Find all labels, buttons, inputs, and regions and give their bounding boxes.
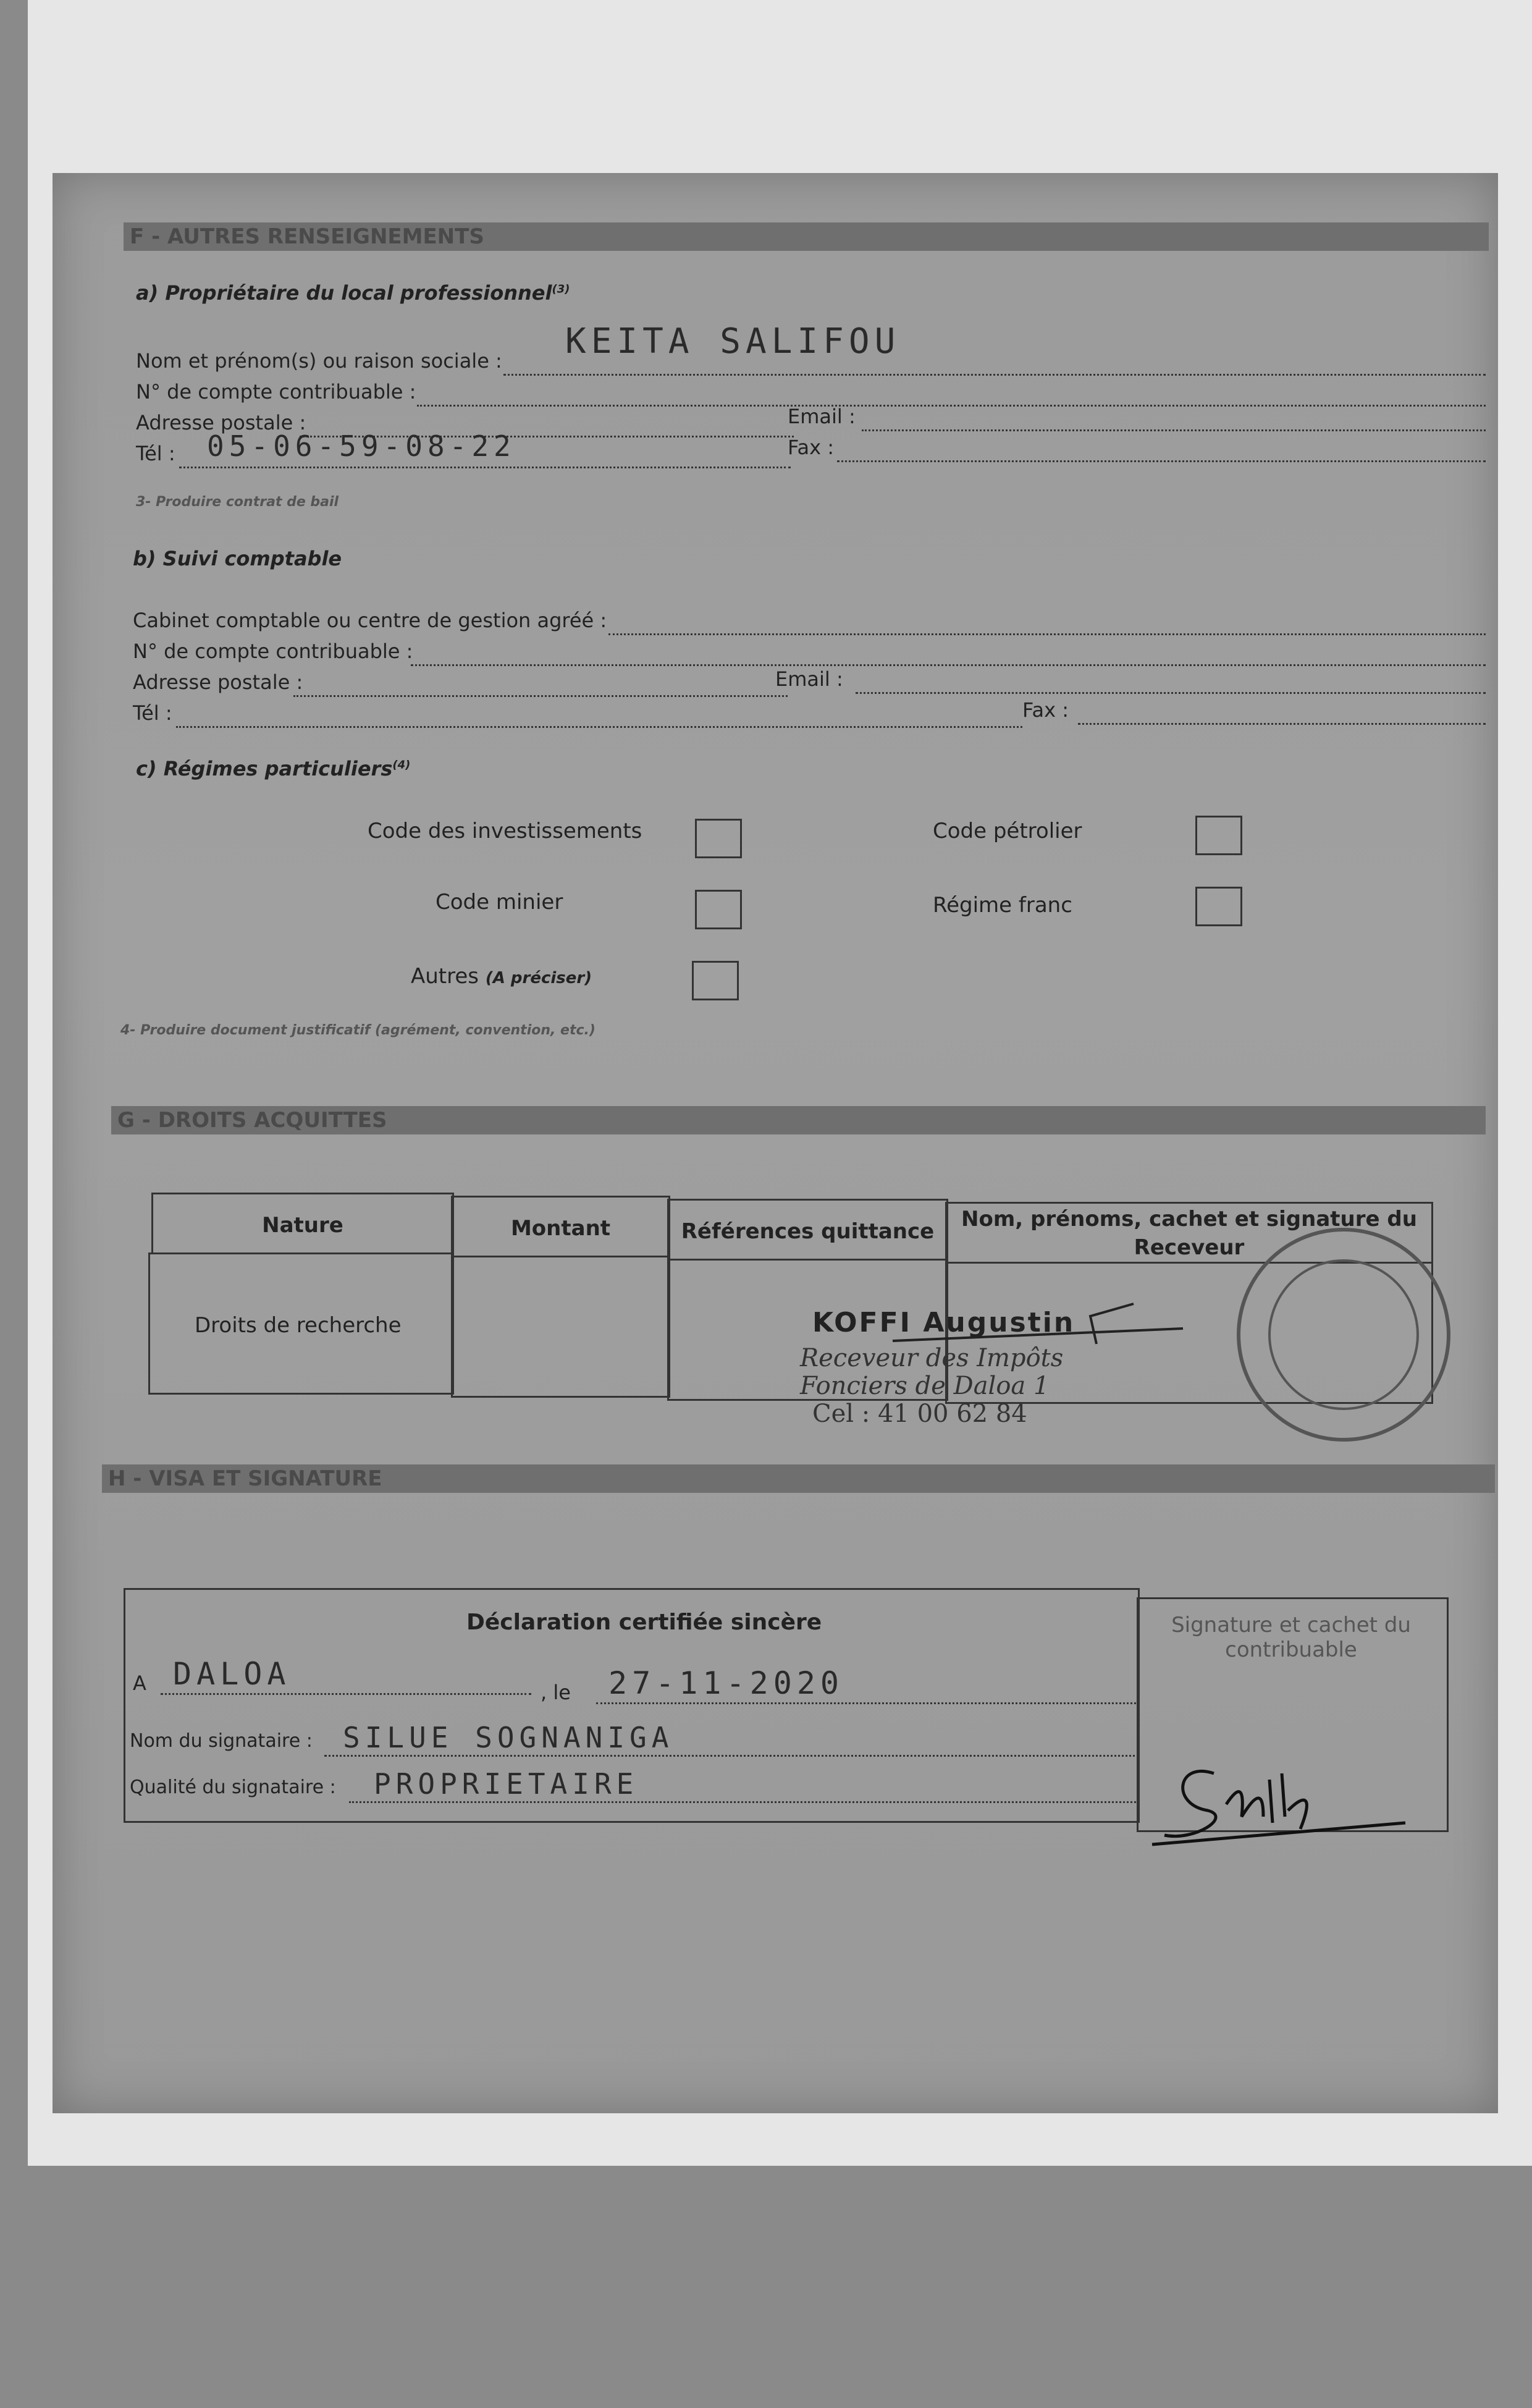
section-g-header: G - DROITS ACQUITTES [111, 1106, 1486, 1134]
th-references: Références quittance [681, 1219, 935, 1244]
receveur-signature [886, 1285, 1195, 1359]
declaration-title: Déclaration certifiée sincère [466, 1610, 822, 1635]
receveur-name: KOFFI Augustin [812, 1307, 1075, 1338]
owner-subtitle [136, 281, 570, 305]
receveur-cel: Cel : 41 00 62 84 [812, 1400, 1027, 1428]
accounting-fax-label: Fax : [1022, 698, 1069, 722]
owner-subtitle-sup: (3) [552, 282, 570, 296]
signature-header: Signature et cachet du contribuable [1171, 1613, 1411, 1662]
accounting-tel-label: Tél : [133, 701, 172, 725]
regimes-subtitle [136, 757, 410, 780]
accounting-account-label: N° de compte contribuable : [133, 640, 413, 663]
signatory-name-value: SILUE SOGNANIGA [343, 1721, 674, 1754]
accounting-email-line [856, 692, 1486, 694]
regime-autres-label [411, 964, 592, 989]
contribuable-signature [1140, 1736, 1418, 1860]
receveur-title-2: Fonciers de Daloa 1 [800, 1372, 1050, 1400]
regimes-subtitle-text: c) Régimes particuliers [136, 757, 393, 780]
owner-tel-label: Tél : [136, 442, 175, 465]
accounting-address-label: Adresse postale : [133, 670, 303, 694]
place-value: DALOA [173, 1656, 291, 1692]
signatory-name-label: Nom du signataire : [130, 1730, 313, 1752]
signatory-name-line [324, 1755, 1140, 1757]
owner-fax-label: Fax : [788, 436, 834, 459]
note-3: 3- Produire contrat de bail [136, 494, 339, 510]
regime-franc-checkbox[interactable] [1195, 887, 1242, 926]
receveur-title-1: Receveur des Impôts [800, 1344, 1064, 1372]
signatory-role-value: PROPRIETAIRE [374, 1767, 639, 1801]
place-line [161, 1693, 531, 1695]
owner-name-line [503, 374, 1486, 376]
date-label: , le [541, 1681, 571, 1704]
regime-petrolier-label: Code pétrolier [933, 819, 1082, 843]
place-label: A [133, 1671, 146, 1695]
owner-tel-line [179, 467, 791, 468]
th-receveur: Nom, prénoms, cachet et signature du Receveur [961, 1207, 1417, 1260]
owner-account-line [417, 405, 1486, 407]
owner-account-label: N° de compte contribuable : [136, 380, 416, 403]
owner-address-label: Adresse postale : [136, 411, 306, 434]
cabinet-label: Cabinet comptable ou centre de gestion agréé : [133, 609, 607, 632]
owner-tel-value: 05-06-59-08-22 [207, 429, 516, 463]
cabinet-line [608, 633, 1486, 635]
regime-autres-hint: (A préciser) [485, 969, 592, 987]
regime-petrolier-checkbox[interactable] [1195, 816, 1242, 855]
accounting-tel-line [176, 726, 1022, 728]
regime-minier-label: Code minier [436, 890, 563, 915]
accounting-address-line [293, 695, 788, 697]
date-line [596, 1702, 1140, 1704]
owner-email-label: Email : [788, 405, 856, 428]
regime-autres-text: Autres [411, 964, 479, 989]
note-4: 4- Produire document justificatif (agrément, convention, etc.) [120, 1023, 596, 1038]
owner-fax-line [837, 460, 1486, 462]
date-value: 27-11-2020 [608, 1665, 844, 1701]
owner-name-label: Nom et prénom(s) ou raison sociale : [136, 349, 502, 373]
section-h-header: H - VISA ET SIGNATURE [102, 1464, 1495, 1493]
table-row-montant [451, 1256, 670, 1398]
th-nature: Nature [262, 1213, 343, 1238]
owner-subtitle-text: a) Propriétaire du local professionnel [136, 281, 552, 305]
regime-minier-checkbox[interactable] [695, 890, 742, 929]
signatory-role-line [349, 1801, 1140, 1803]
accounting-email-label: Email : [775, 667, 843, 691]
signatory-role-label: Qualité du signataire : [130, 1776, 336, 1798]
accounting-subtitle: b) Suivi comptable [133, 547, 342, 570]
regime-franc-label: Régime franc [933, 893, 1072, 918]
receveur-stamp [1226, 1217, 1461, 1452]
regime-autres-checkbox[interactable] [692, 961, 739, 1000]
regime-investissements-label: Code des investissements [368, 819, 642, 843]
regimes-subtitle-sup: (4) [392, 758, 411, 772]
accounting-account-line [411, 664, 1486, 666]
regime-investissements-checkbox[interactable] [695, 819, 742, 858]
owner-name-value: KEITA SALIFOU [565, 321, 901, 361]
owner-email-line [862, 429, 1486, 431]
section-f-header: F - AUTRES RENSEIGNEMENTS [124, 222, 1489, 251]
accounting-fax-line [1078, 723, 1486, 725]
th-montant: Montant [510, 1216, 611, 1241]
row-nature-value: Droits de recherche [195, 1313, 402, 1338]
form-page [53, 173, 1498, 2113]
